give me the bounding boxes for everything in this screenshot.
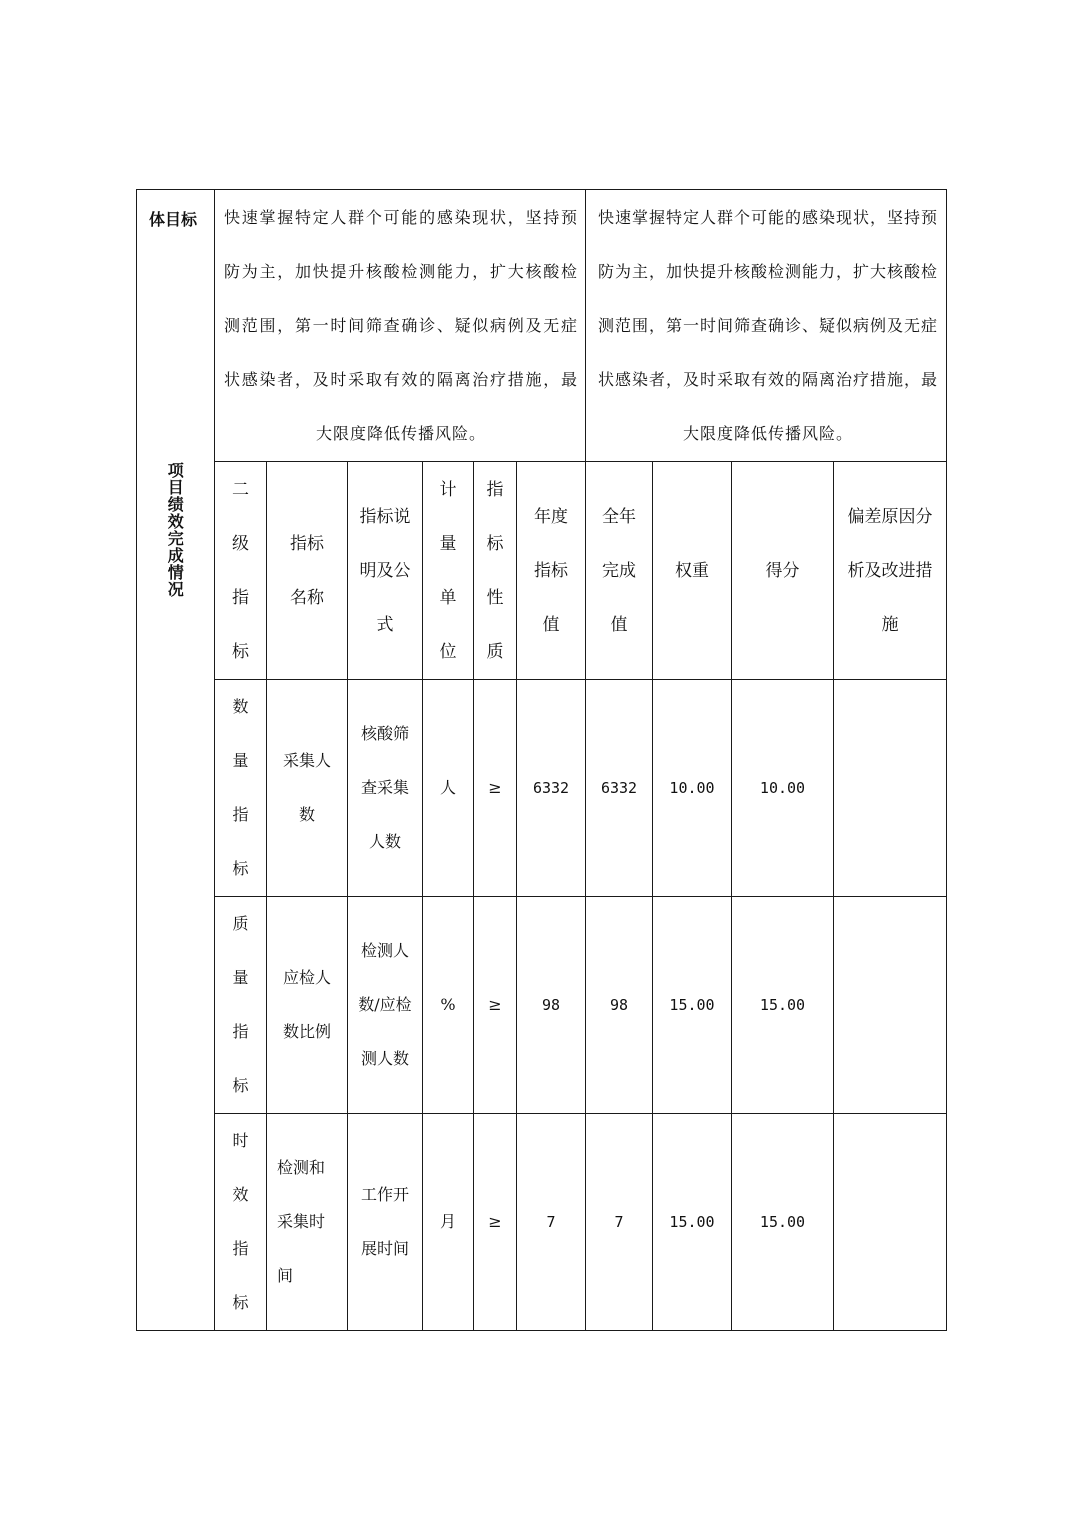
header-done: 全年完成值 — [601, 506, 636, 635]
goal-actual-text: 快速掌握特定人群个可能的感染现状，坚持预防为主，加快提升核酸检测能力，扩大核酸检测范围，第一时间筛查确诊、疑似病例及无症状感染者，及时采取有效的隔离治疗措施，最大限度降低传播风险。 — [598, 208, 939, 443]
row3-weight: 15.00 — [669, 1213, 715, 1231]
header-score: 得分 — [765, 560, 800, 581]
table-border-right — [946, 189, 947, 1331]
header-name: 指标名称 — [289, 533, 324, 608]
header-desc: 指标说明及公式 — [359, 506, 411, 635]
row3-reason — [834, 1114, 946, 1330]
row3-nature: ≥ — [488, 1212, 502, 1231]
header-unit: 计量单位 — [439, 479, 457, 662]
row3-score: 15.00 — [759, 1213, 806, 1231]
header-level2: 二级指标 — [232, 479, 249, 662]
goal-label: 体目标 — [149, 210, 198, 229]
section-label: 项目绩效完成情况 — [167, 461, 184, 599]
row1-desc: 核酸筛查采集人数 — [360, 724, 409, 851]
row3-name: 检测和采集时间 — [277, 1158, 326, 1285]
row1-level2: 数量指标 — [232, 697, 249, 878]
row2-done: 98 — [609, 996, 629, 1014]
row2-desc: 检测人数/应检测人数 — [358, 941, 412, 1068]
row2-weight: 15.00 — [669, 996, 715, 1014]
row2-nature: ≥ — [488, 995, 502, 1014]
row3-desc: 工作开展时间 — [360, 1185, 409, 1258]
header-nature: 指标性质 — [486, 479, 504, 662]
row1-done: 6332 — [600, 779, 638, 797]
row1-reason — [834, 680, 946, 896]
row3-unit: 月 — [439, 1212, 456, 1231]
row1-nature: ≥ — [488, 778, 502, 797]
row2-name: 应检人数比例 — [282, 968, 331, 1041]
row3-level2: 时效指标 — [232, 1131, 249, 1312]
row1-name: 采集人数 — [282, 751, 331, 824]
row1-annual: 6332 — [532, 779, 570, 797]
header-weight: 权重 — [675, 560, 709, 581]
row2-unit: % — [440, 995, 456, 1014]
row1-weight: 10.00 — [669, 779, 715, 797]
goal-target-text: 快速掌握特定人群个可能的感染现状，坚持预防为主，加快提升核酸检测能力，扩大核酸检测范围，第一时间筛查确诊、疑似病例及无症状感染者，及时采取有效的隔离治疗措施，最大限度降低传播风险。 — [224, 208, 578, 443]
table-border-left — [136, 189, 137, 1331]
row2-reason — [834, 897, 946, 1113]
row1-score: 10.00 — [759, 779, 806, 797]
row2-annual: 98 — [541, 996, 561, 1014]
header-reason: 偏差原因分析及改进措施 — [847, 506, 933, 635]
row3-annual: 7 — [546, 1213, 556, 1231]
row3-done: 7 — [614, 1213, 624, 1231]
col-divider-goal — [585, 189, 586, 462]
row1-unit: 人 — [439, 778, 456, 797]
table-border-top — [136, 189, 947, 190]
header-annual: 年度指标值 — [533, 506, 568, 635]
row2-score: 15.00 — [759, 996, 806, 1014]
table-border-bottom — [136, 1330, 947, 1331]
row2-level2: 质量指标 — [232, 914, 249, 1095]
